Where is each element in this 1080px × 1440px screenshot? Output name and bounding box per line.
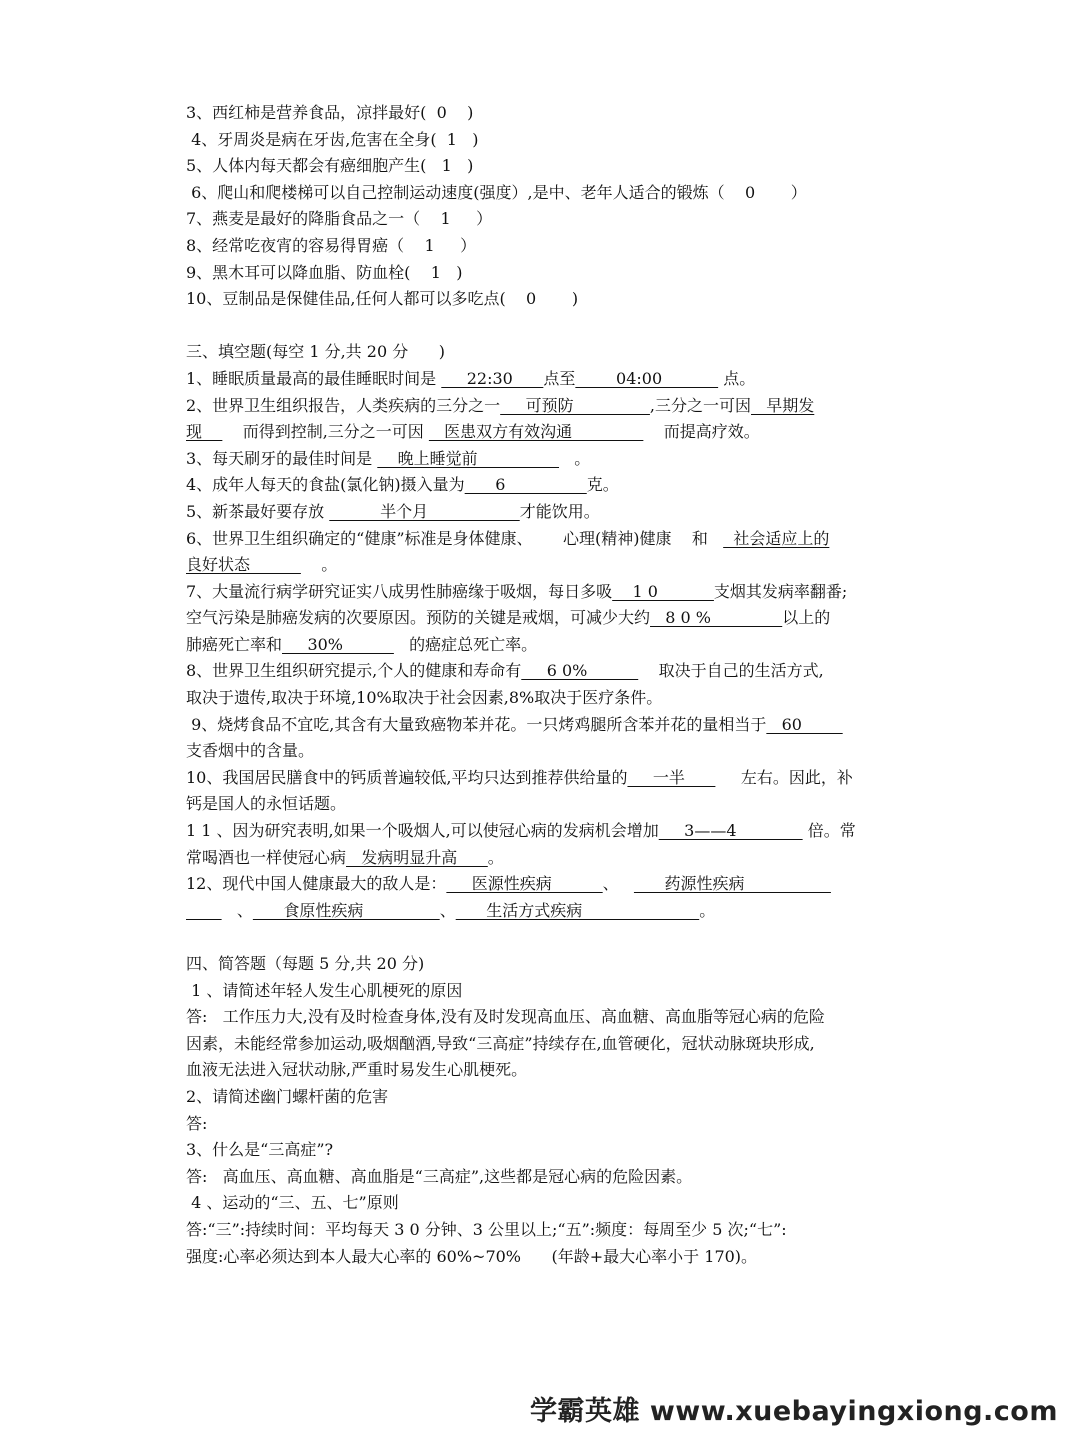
fb-q9-answer: 60 (766, 714, 843, 734)
fb-q2-answer-1: 可预防 (500, 395, 650, 415)
fb-q6-text-2: 。 (300, 555, 338, 575)
spacer (186, 924, 900, 951)
tf-item-7: 7、燕麦是最好的降脂食品之一（ 1 ） (186, 209, 493, 229)
fb-q7-text-5: 肺癌死亡率和 (186, 634, 283, 654)
fb-question-4 (186, 472, 900, 499)
fb-q12-text-4: 、 (439, 900, 456, 920)
fb-question-7 (186, 579, 900, 606)
fb-q7-text-3: 空气污染是肺癌发病的次要原因。预防的关键是戒烟，可减少大约 (186, 608, 651, 628)
fill-blank-section (186, 339, 900, 924)
fb-q10-answer: 一半 (627, 767, 716, 787)
fb-q8-text: 8、世界卫生组织研究提示,个人的健康和寿命有 (186, 661, 522, 681)
tf-item-9: 9、黑木耳可以降血脂、防血栓( 1 ) (186, 262, 463, 282)
fb-q2-text: 2、世界卫生组织报告，人类疾病的三分之一 (186, 395, 501, 415)
fb-q9-text: 9、烧烤食品不宜吃,其含有大量致癌物苯并花。一只烤鸡腿所含苯并花的量相当于 (186, 714, 767, 734)
fb-q10-text-2: 左右。因此，补 (715, 767, 853, 787)
fb-q7-text-2: 支烟其发病率翻番; (713, 581, 848, 601)
fb-q7-answer-2: 8 0 % (650, 608, 783, 628)
tf-item-6: 6、爬山和爬楼梯可以自己控制运动速度(强度）,是中、老年人适合的锻炼（ 0 ） (186, 182, 807, 202)
fb-q4-text-2: 克。 (586, 475, 619, 495)
fb-q6-text: 6、世界卫生组织确定的“健康”标准是身体健康、 心理(精神)健康 和 (186, 528, 724, 548)
fb-question-6 (186, 526, 900, 553)
fb-q1-answer-1: 22:30 (441, 368, 544, 388)
fb-question-11 (186, 818, 900, 845)
fb-q3-text-2: 。 (559, 448, 591, 468)
fb-question-2-cont (186, 419, 900, 446)
fb-question-9 (186, 712, 900, 739)
fb-q11-text-4: 。 (487, 847, 504, 867)
fb-question-11-cont (186, 845, 900, 872)
fb-q8-text-2: 取决于自己的生活方式, (638, 661, 824, 681)
fb-q4-text: 4、成年人每天的食盐(氯化钠)摄入量为 (186, 475, 465, 495)
true-false-section (186, 100, 900, 313)
fb-q6-answer-b: 良好状态 (186, 555, 301, 575)
fb-q12-text-2: 、 (602, 874, 634, 894)
fb-q2-answer-2b: 现 (186, 422, 223, 442)
fb-q5-text: 5、新茶最好要存放 (186, 501, 330, 521)
tf-item-8: 8、经常吃夜宵的容易得胃癌（ 1 ） (186, 235, 477, 255)
sa-question-2: 2、请简述幽门螺杆菌的危害 (186, 1086, 389, 1106)
fb-question-10 (186, 765, 900, 792)
sa-question-4: 4 、运动的“三、五、七”原则 (186, 1193, 399, 1213)
fb-q2-text-3: 而得到控制,三分之一可因 (222, 422, 429, 442)
short-answer-section (186, 951, 900, 1270)
fb-q10-text: 10、我国居民膳食中的钙质普遍较低,平均只达到推荐供给量的 (186, 767, 628, 787)
fb-q2-text-2: ,三分之一可因 (649, 395, 752, 415)
fb-question-6-cont (186, 552, 900, 579)
fb-q12-answer-3: 食原性疾病 (252, 900, 440, 920)
sa-answer-1-line-1: 答: 工作压力大,没有及时检查身体,没有及时发现高血压、高血糖、高血脂等冠心病的危险 (186, 1007, 825, 1027)
fb-q1-text-3: 点。 (718, 368, 756, 388)
sa-answer-2: 答: (186, 1113, 208, 1133)
fb-q1-text-2: 点至 (543, 368, 576, 388)
fb-q2-answer-3: 医患双方有效沟通 (428, 422, 644, 442)
fb-q7-text-4: 以上的 (782, 608, 831, 628)
tf-item-4: 4、牙周炎是病在牙齿,危害在全身( 1 ) (186, 129, 479, 149)
fb-question-7-cont2 (186, 632, 900, 659)
fb-q1-text: 1、睡眠质量最高的最佳睡眠时间是 (186, 368, 442, 388)
watermark: 学霸英雄 www.xuebayingxiong.com (529, 1396, 1058, 1427)
fb-question-12-cont (186, 898, 900, 925)
fb-q11-text-3: 常喝酒也一样使冠心病 (186, 847, 347, 867)
fb-q6-answer-a: 社会适应上的 (723, 528, 830, 548)
spacer (186, 313, 900, 340)
fb-q5-text-2: 才能饮用。 (519, 501, 600, 521)
fb-question-7-cont (186, 605, 900, 632)
sa-answer-4-line-2: 强度:心率必须达到本人最大心率的 60%~70% (年龄+最大心率小于 170)。 (186, 1246, 758, 1266)
fb-question-3 (186, 446, 900, 473)
fb-question-1 (186, 366, 900, 393)
sa-answer-3: 答: 高血压、高血糖、高血脂是“三高症”,这些都是冠心病的危险因素。 (186, 1166, 693, 1186)
section-4-title: 四、简答题（每题 5 分,共 20 分) (186, 954, 425, 973)
section-3-title: 三、填空题(每空 1 分,共 20 分 ) (186, 342, 445, 362)
fb-q7-answer-1: 1 0 (612, 581, 714, 601)
fb-q12-answer-4: 生活方式疾病 (455, 900, 700, 920)
fb-question-8 (186, 658, 900, 685)
tf-item-3: 3、西红柿是营养食品，凉拌最好( 0 ) (186, 103, 474, 122)
document-page (186, 100, 900, 1270)
sa-answer-1-line-2: 因素，未能经常参加运动,吸烟酗酒,导致“三高症”持续存在,血管硬化，冠状动脉斑块形成, (186, 1033, 815, 1053)
fb-question-2 (186, 393, 900, 420)
fb-question-5 (186, 499, 900, 526)
fb-q7-answer-3: 30% (282, 634, 394, 654)
tf-item-5: 5、人体内每天都会有癌细胞产生( 1 ) (186, 156, 474, 176)
fb-q7-text: 7、大量流行病学研究证实八成男性肺癌缘于吸烟，每日多吸 (186, 581, 613, 601)
fb-q12-answer-2: 药源性疾病 (633, 874, 831, 894)
sa-answer-4-line-1: 答:“三”:持续时间：平均每天 3 0 分钟、3 公里以上;“五”:频度：每周至少 5 次;“七”: (186, 1219, 787, 1239)
fb-q2-answer-2a: 早期发 (751, 395, 815, 415)
fb-question-8-cont: 取决于遗传,取决于环境,10%取决于社会因素,8%取决于医疗条件。 (186, 688, 663, 708)
sa-question-1: 1 、请简述年轻人发生心肌梗死的原因 (186, 980, 463, 1000)
fb-q12-text-3: 、 (221, 900, 253, 920)
fb-q11-text-2: 倍。常 (802, 821, 856, 841)
fb-question-10-cont: 钙是国人的永恒话题。 (186, 794, 347, 814)
fb-question-9-cont: 支香烟中的含量。 (186, 741, 315, 761)
fb-q12-answer-1: 医源性疾病 (446, 874, 603, 894)
fb-q4-answer: 6 (464, 475, 587, 495)
fb-q12-text: 12、现代中国人健康最大的敌人是： (186, 874, 447, 894)
fb-q11-answer-2: 发病明显升高 (346, 847, 488, 867)
fb-q2-text-4: 而提高疗效。 (643, 422, 760, 442)
fb-q7-text-6: 的癌症总死亡率。 (393, 634, 538, 654)
fb-q3-answer: 晚上睡觉前 (377, 448, 560, 468)
tf-item-10: 10、豆制品是保健佳品,任何人都可以多吃点( 0 ) (186, 289, 579, 309)
fb-q12-answer-2b (186, 901, 222, 920)
fb-q8-answer: 6 0% (521, 661, 639, 681)
fb-q3-text: 3、每天刷牙的最佳时间是 (186, 448, 378, 468)
fb-q11-text: 1 1 、因为研究表明,如果一个吸烟人,可以使冠心病的发病机会增加 (186, 821, 659, 841)
sa-answer-1-line-3: 血液无法进入冠状动脉,严重时易发生心肌梗死。 (186, 1060, 528, 1080)
fb-q12-text-5: 。 (699, 900, 716, 920)
fb-q1-answer-2: 04:00 (575, 368, 719, 388)
sa-question-3: 3、什么是“三高症”? (186, 1140, 334, 1160)
fb-question-12 (186, 871, 900, 898)
fb-q11-answer-1: 3——4 (658, 821, 803, 841)
fb-q5-answer: 半个月 (329, 501, 520, 521)
